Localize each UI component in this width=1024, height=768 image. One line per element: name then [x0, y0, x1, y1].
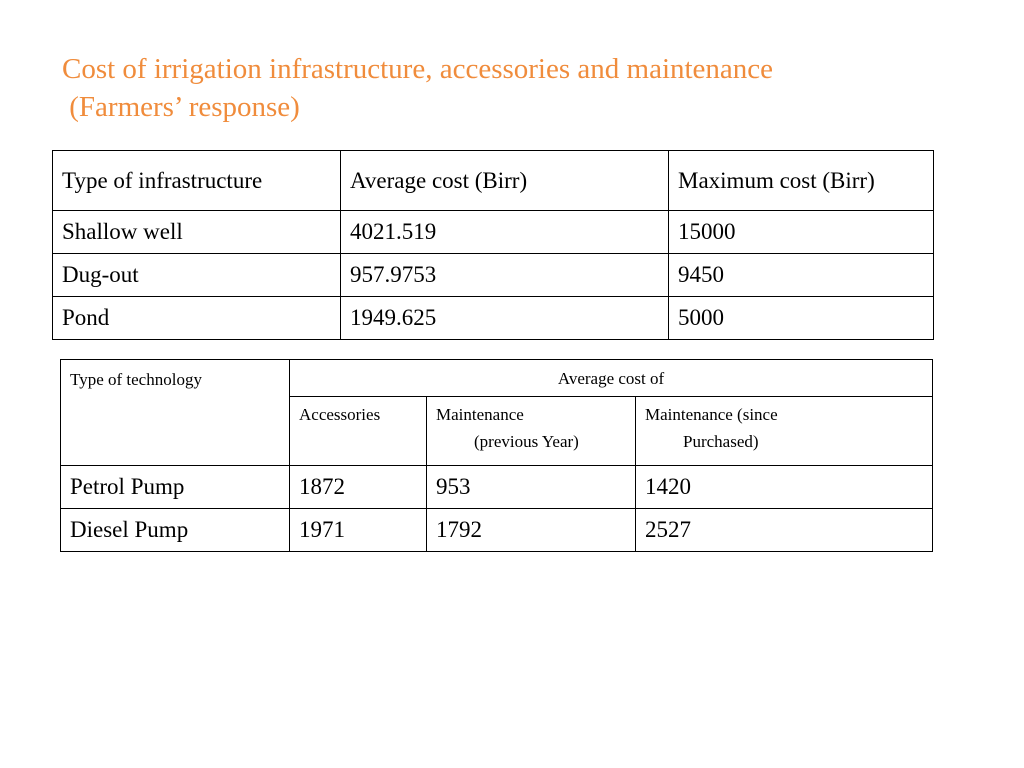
column-group-header: Average cost of [290, 360, 933, 397]
table-cell: Diesel Pump [61, 509, 290, 552]
table-cell: 2527 [636, 509, 933, 552]
table-cell: 9450 [669, 254, 934, 297]
header-line: (previous Year) [474, 432, 579, 451]
table-cell: Shallow well [53, 211, 341, 254]
column-header-accessories [290, 397, 427, 466]
header-line: Maintenance [436, 405, 524, 424]
slide-title-line-1: Cost of irrigation infrastructure, accessories and maintenance [62, 53, 774, 85]
column-header: Maximum cost (Birr) [669, 151, 934, 211]
column-header-maintenance-since-purchased [636, 397, 933, 466]
table-cell: 1872 [290, 466, 427, 509]
table-row [61, 466, 933, 509]
header-line: Maintenance (since [645, 405, 778, 424]
table-header-row [53, 151, 934, 211]
technology-cost-table [60, 359, 933, 552]
table-cell: 4021.519 [341, 211, 669, 254]
table-cell: 1949.625 [341, 297, 669, 340]
table-cell: 5000 [669, 297, 934, 340]
table-row [61, 509, 933, 552]
infrastructure-cost-table [52, 150, 934, 340]
table-cell: 957.9753 [341, 254, 669, 297]
column-header: Type of infrastructure [53, 151, 341, 211]
table-row [53, 254, 934, 297]
table-cell: 953 [427, 466, 636, 509]
slide-title [62, 50, 962, 126]
table-header-row [61, 360, 933, 397]
table-cell: 1792 [427, 509, 636, 552]
table-cell: Dug-out [53, 254, 341, 297]
table-row [53, 211, 934, 254]
table-cell: 1420 [636, 466, 933, 509]
table-cell: 15000 [669, 211, 934, 254]
table-cell: Pond [53, 297, 341, 340]
column-header: Average cost (Birr) [341, 151, 669, 211]
column-header-type: Type of technology [61, 360, 290, 466]
table-cell: 1971 [290, 509, 427, 552]
header-line: Accessories [299, 405, 381, 424]
column-header-maintenance-previous-year [427, 397, 636, 466]
table-cell: Petrol Pump [61, 466, 290, 509]
header-line: Purchased) [683, 432, 759, 451]
table-row [53, 297, 934, 340]
slide-title-line-2: (Farmers’ response) [62, 91, 300, 123]
